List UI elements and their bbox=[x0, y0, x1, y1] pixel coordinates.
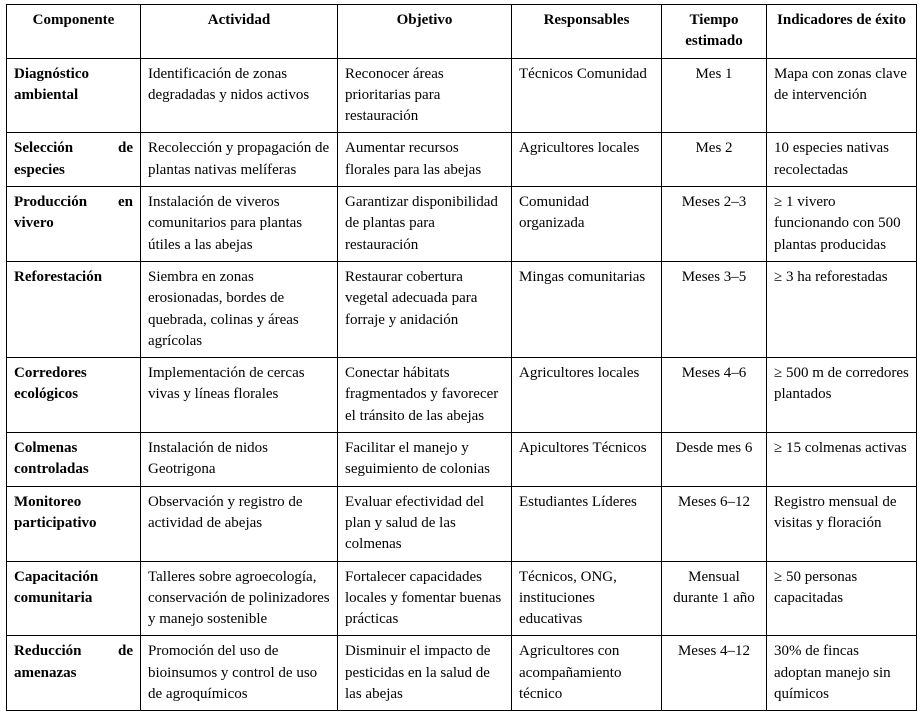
cell-objetivo: Fortalecer capacidades locales y fomentar buenas prácticas bbox=[338, 561, 512, 636]
cell-tiempo: Meses 4–12 bbox=[662, 636, 767, 711]
cell-tiempo: Mensual durante 1 año bbox=[662, 561, 767, 636]
cell-actividad: Implementación de cercas vivas y líneas florales bbox=[141, 358, 338, 433]
cell-objetivo: Reconocer áreas prioritarias para restauración bbox=[338, 58, 512, 133]
table-row bbox=[7, 433, 917, 487]
table-row bbox=[7, 58, 917, 133]
cell-tiempo: Mes 1 bbox=[662, 58, 767, 133]
column-header-tiempo-estimado: Tiempo estimado bbox=[662, 5, 767, 59]
table-body bbox=[7, 58, 917, 711]
cell-tiempo: Mes 2 bbox=[662, 133, 767, 187]
table-row bbox=[7, 561, 917, 636]
table-row bbox=[7, 133, 917, 187]
table-header bbox=[7, 5, 917, 59]
cell-actividad: Identificación de zonas degradadas y nidos activos bbox=[141, 58, 338, 133]
cell-actividad: Promoción del uso de bioinsumos y control de uso de agroquímicos bbox=[141, 636, 338, 711]
cell-actividad: Instalación de nidos Geotrigona bbox=[141, 433, 338, 487]
cell-objetivo: Evaluar efectividad del plan y salud de las colmenas bbox=[338, 486, 512, 561]
cell-componente: Colmenas controladas bbox=[7, 433, 141, 487]
cell-componente: Capacitación comunitaria bbox=[7, 561, 141, 636]
cell-objetivo: Garantizar disponibilidad de plantas para restauración bbox=[338, 187, 512, 262]
cell-componente: Diagnóstico ambiental bbox=[7, 58, 141, 133]
cell-indicadores: ≥ 3 ha reforestadas bbox=[767, 261, 917, 357]
cell-indicadores: Registro mensual de visitas y floración bbox=[767, 486, 917, 561]
cell-responsables: Técnicos, ONG, instituciones educativas bbox=[512, 561, 662, 636]
cell-componente: Selección de especies bbox=[7, 133, 141, 187]
cell-responsables: Mingas comunitarias bbox=[512, 261, 662, 357]
cell-indicadores: 10 especies nativas recolectadas bbox=[767, 133, 917, 187]
cell-indicadores: 30% de fincas adoptan manejo sin químicos bbox=[767, 636, 917, 711]
cell-responsables: Estudiantes Líderes bbox=[512, 486, 662, 561]
cell-tiempo: Desde mes 6 bbox=[662, 433, 767, 487]
cell-componente: Corredores ecológicos bbox=[7, 358, 141, 433]
column-header-actividad: Actividad bbox=[141, 5, 338, 59]
cell-objetivo: Conectar hábitats fragmentados y favorecer el tránsito de las abejas bbox=[338, 358, 512, 433]
column-header-objetivo: Objetivo bbox=[338, 5, 512, 59]
cell-componente: Producción en vivero bbox=[7, 187, 141, 262]
table-row bbox=[7, 486, 917, 561]
cell-componente: Monitoreo participativo bbox=[7, 486, 141, 561]
cell-objetivo: Restaurar cobertura vegetal adecuada para forraje y anidación bbox=[338, 261, 512, 357]
cell-objetivo: Aumentar recursos florales para las abejas bbox=[338, 133, 512, 187]
cell-tiempo: Meses 2–3 bbox=[662, 187, 767, 262]
cell-responsables: Agricultores locales bbox=[512, 133, 662, 187]
cell-actividad: Siembra en zonas erosionadas, bordes de quebrada, colinas y áreas agrícolas bbox=[141, 261, 338, 357]
cell-responsables: Apicultores Técnicos bbox=[512, 433, 662, 487]
cell-responsables: Agricultores con acompañamiento técnico bbox=[512, 636, 662, 711]
cell-indicadores: ≥ 15 colmenas activas bbox=[767, 433, 917, 487]
table-row bbox=[7, 261, 917, 357]
cell-responsables: Técnicos Comunidad bbox=[512, 58, 662, 133]
cell-tiempo: Meses 3–5 bbox=[662, 261, 767, 357]
cell-indicadores: Mapa con zonas clave de intervención bbox=[767, 58, 917, 133]
cell-objetivo: Facilitar el manejo y seguimiento de colonias bbox=[338, 433, 512, 487]
header-row bbox=[7, 5, 917, 59]
cell-tiempo: Meses 6–12 bbox=[662, 486, 767, 561]
cell-responsables: Comunidad organizada bbox=[512, 187, 662, 262]
cell-indicadores: ≥ 50 personas capacitadas bbox=[767, 561, 917, 636]
cell-actividad: Instalación de viveros comunitarios para plantas útiles a las abejas bbox=[141, 187, 338, 262]
cell-indicadores: ≥ 500 m de corredores plantados bbox=[767, 358, 917, 433]
cell-actividad: Talleres sobre agroecología, conservación de polinizadores y manejo sostenible bbox=[141, 561, 338, 636]
cell-objetivo: Disminuir el impacto de pesticidas en la salud de las abejas bbox=[338, 636, 512, 711]
table-row bbox=[7, 636, 917, 711]
column-header-responsables: Responsables bbox=[512, 5, 662, 59]
cell-responsables: Agricultores locales bbox=[512, 358, 662, 433]
cell-actividad: Observación y registro de actividad de abejas bbox=[141, 486, 338, 561]
column-header-componente: Componente bbox=[7, 5, 141, 59]
cell-indicadores: ≥ 1 vivero funcionando con 500 plantas producidas bbox=[767, 187, 917, 262]
cell-tiempo: Meses 4–6 bbox=[662, 358, 767, 433]
cell-componente: Reducción de amenazas bbox=[7, 636, 141, 711]
cell-componente: Reforestación bbox=[7, 261, 141, 357]
plan-de-manejo-table bbox=[6, 4, 917, 711]
table-row bbox=[7, 187, 917, 262]
table-row bbox=[7, 358, 917, 433]
cell-actividad: Recolección y propagación de plantas nativas melíferas bbox=[141, 133, 338, 187]
column-header-indicadores-de-exito: Indicadores de éxito bbox=[767, 5, 917, 59]
